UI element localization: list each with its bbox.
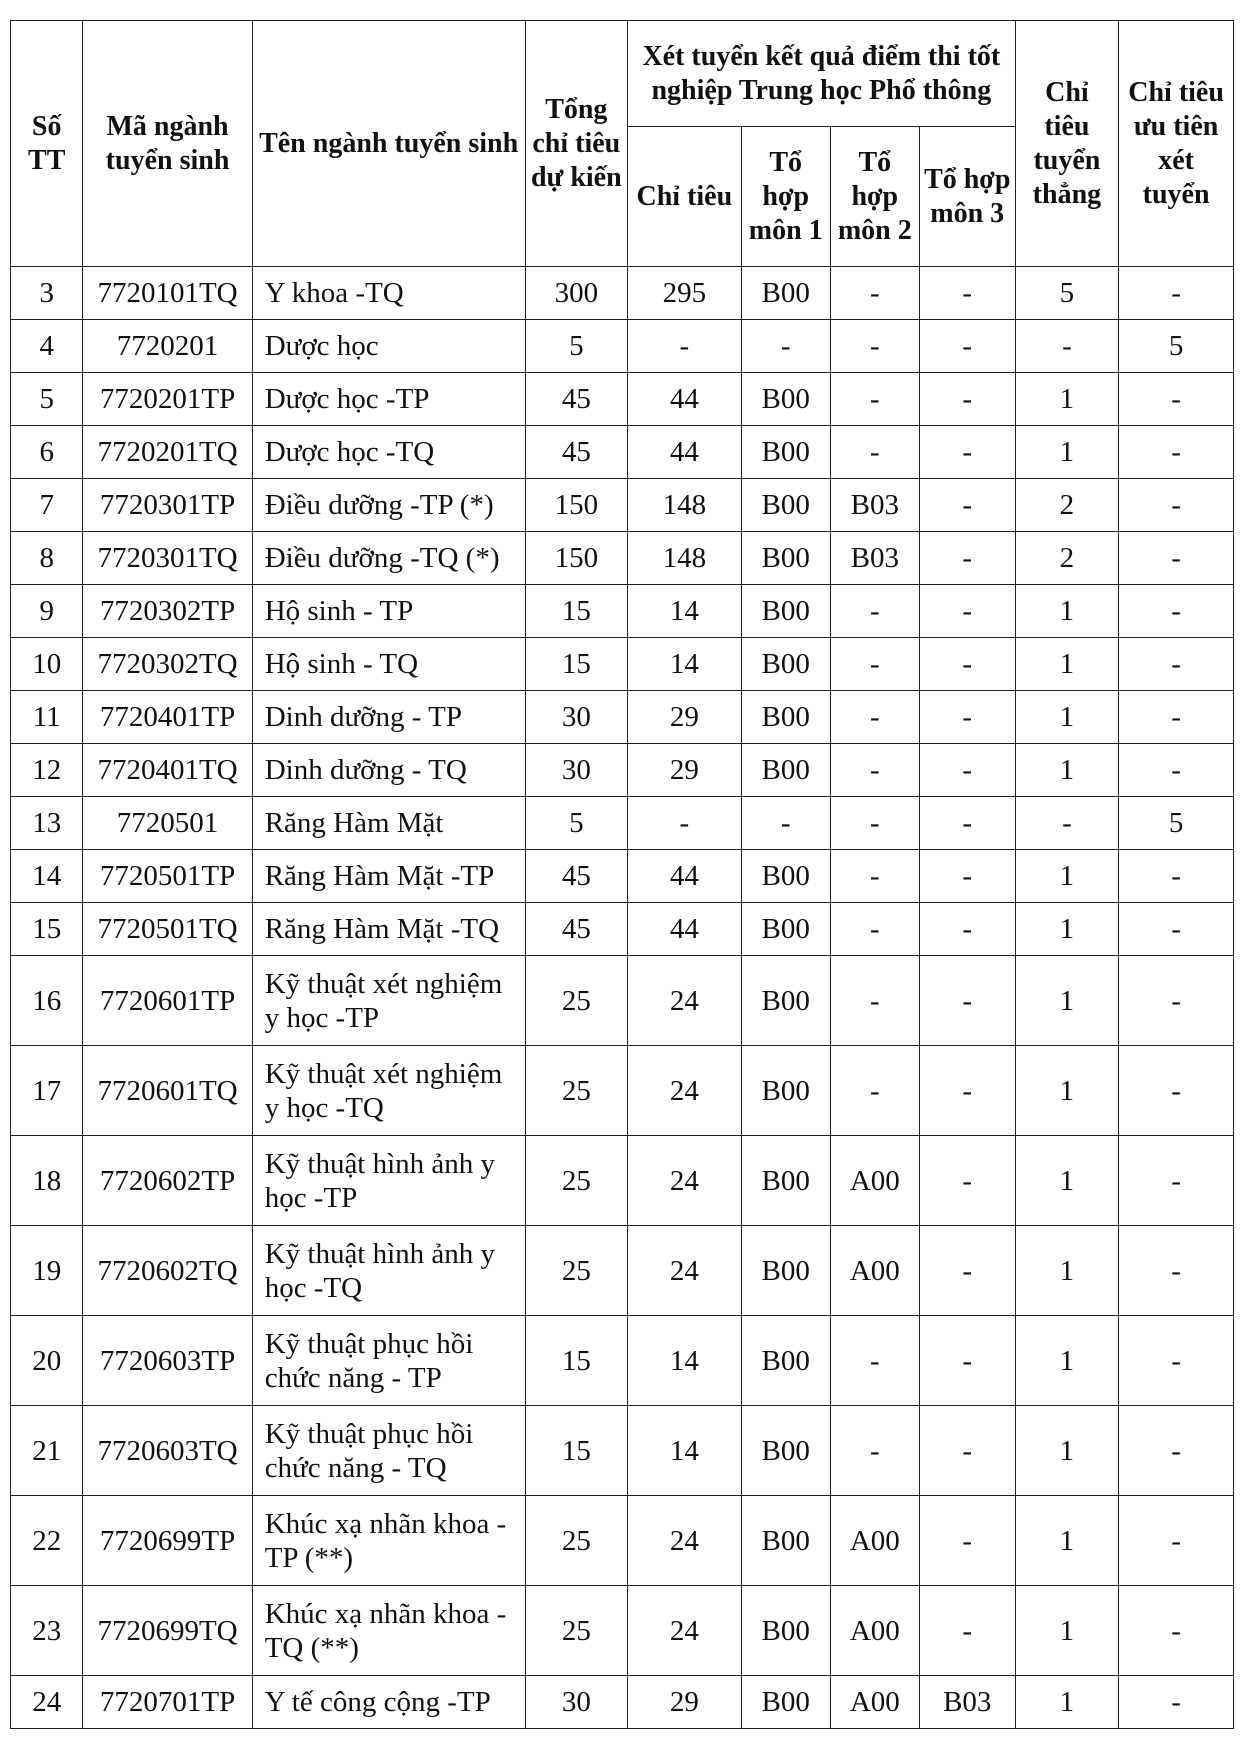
cell-name: Răng Hàm Mặt -TP <box>252 850 525 903</box>
cell-total: 15 <box>525 638 627 691</box>
cell-quota: 14 <box>628 638 742 691</box>
cell-combo-3: - <box>919 320 1015 373</box>
cell-priority: - <box>1119 267 1234 320</box>
cell-code: 7720201 <box>83 320 252 373</box>
cell-combo-3: - <box>919 532 1015 585</box>
cell-priority: - <box>1119 1316 1234 1406</box>
cell-quota: 44 <box>628 373 742 426</box>
cell-name: Kỹ thuật hình ảnh y học -TP <box>252 1136 525 1226</box>
cell-direct: 1 <box>1015 1586 1119 1676</box>
cell-combo-2: - <box>830 426 919 479</box>
cell-combo-1: - <box>741 320 830 373</box>
cell-stt: 12 <box>11 744 83 797</box>
table-body <box>11 267 1234 1729</box>
cell-combo-2: - <box>830 744 919 797</box>
cell-name: Kỹ thuật hình ảnh y học -TQ <box>252 1226 525 1316</box>
cell-name: Khúc xạ nhãn khoa - TP (**) <box>252 1496 525 1586</box>
cell-combo-3: - <box>919 691 1015 744</box>
cell-total: 150 <box>525 532 627 585</box>
cell-name: Kỹ thuật phục hồi chức năng - TQ <box>252 1406 525 1496</box>
cell-direct: 1 <box>1015 585 1119 638</box>
table-row <box>11 691 1234 744</box>
cell-priority: - <box>1119 426 1234 479</box>
cell-priority: - <box>1119 850 1234 903</box>
cell-combo-2: - <box>830 320 919 373</box>
cell-combo-2: A00 <box>830 1586 919 1676</box>
cell-name: Điều dưỡng -TP (*) <box>252 479 525 532</box>
cell-combo-1: B00 <box>741 691 830 744</box>
cell-code: 7720301TQ <box>83 532 252 585</box>
cell-stt: 16 <box>11 956 83 1046</box>
cell-total: 45 <box>525 903 627 956</box>
header-combo-1: Tổ hợp môn 1 <box>741 127 830 267</box>
cell-combo-2: - <box>830 691 919 744</box>
table-row <box>11 1406 1234 1496</box>
cell-combo-1: B00 <box>741 850 830 903</box>
cell-stt: 24 <box>11 1676 83 1729</box>
cell-stt: 14 <box>11 850 83 903</box>
cell-total: 25 <box>525 1496 627 1586</box>
table-row <box>11 1676 1234 1729</box>
cell-name: Kỹ thuật xét nghiệm y học -TQ <box>252 1046 525 1136</box>
cell-code: 7720602TQ <box>83 1226 252 1316</box>
cell-combo-2: - <box>830 1406 919 1496</box>
cell-priority: - <box>1119 1676 1234 1729</box>
cell-combo-1: B00 <box>741 744 830 797</box>
cell-quota: 44 <box>628 426 742 479</box>
cell-stt: 9 <box>11 585 83 638</box>
cell-code: 7720301TP <box>83 479 252 532</box>
cell-code: 7720701TP <box>83 1676 252 1729</box>
cell-combo-2: A00 <box>830 1226 919 1316</box>
cell-quota: 29 <box>628 1676 742 1729</box>
cell-combo-1: B00 <box>741 1316 830 1406</box>
cell-quota: 29 <box>628 744 742 797</box>
cell-priority: - <box>1119 638 1234 691</box>
table-row <box>11 532 1234 585</box>
cell-direct: 1 <box>1015 850 1119 903</box>
cell-combo-1: B00 <box>741 903 830 956</box>
cell-priority: - <box>1119 1226 1234 1316</box>
cell-name: Dinh dưỡng - TP <box>252 691 525 744</box>
cell-stt: 18 <box>11 1136 83 1226</box>
header-code: Mã ngành tuyển sinh <box>83 21 252 267</box>
cell-code: 7720401TQ <box>83 744 252 797</box>
cell-priority: 5 <box>1119 320 1234 373</box>
cell-combo-3: - <box>919 1406 1015 1496</box>
cell-name: Y tế công cộng -TP <box>252 1676 525 1729</box>
cell-combo-3: - <box>919 479 1015 532</box>
cell-code: 7720201TP <box>83 373 252 426</box>
cell-combo-1: B00 <box>741 426 830 479</box>
cell-total: 5 <box>525 320 627 373</box>
cell-stt: 5 <box>11 373 83 426</box>
cell-stt: 15 <box>11 903 83 956</box>
cell-stt: 21 <box>11 1406 83 1496</box>
cell-combo-3: - <box>919 426 1015 479</box>
cell-code: 7720602TP <box>83 1136 252 1226</box>
table-row <box>11 797 1234 850</box>
cell-quota: - <box>628 320 742 373</box>
cell-combo-1: B00 <box>741 1136 830 1226</box>
cell-code: 7720201TQ <box>83 426 252 479</box>
cell-combo-2: A00 <box>830 1136 919 1226</box>
cell-direct: 1 <box>1015 1136 1119 1226</box>
cell-code: 7720501 <box>83 797 252 850</box>
cell-priority: - <box>1119 1406 1234 1496</box>
cell-total: 30 <box>525 744 627 797</box>
cell-quota: 24 <box>628 1586 742 1676</box>
cell-code: 7720302TP <box>83 585 252 638</box>
cell-code: 7720302TQ <box>83 638 252 691</box>
cell-combo-2: - <box>830 267 919 320</box>
header-name: Tên ngành tuyển sinh <box>252 21 525 267</box>
cell-total: 15 <box>525 1316 627 1406</box>
cell-direct: - <box>1015 797 1119 850</box>
cell-priority: - <box>1119 1046 1234 1136</box>
cell-total: 15 <box>525 585 627 638</box>
cell-code: 7720501TQ <box>83 903 252 956</box>
table-row <box>11 1226 1234 1316</box>
cell-stt: 13 <box>11 797 83 850</box>
cell-total: 15 <box>525 1406 627 1496</box>
cell-direct: 1 <box>1015 1046 1119 1136</box>
cell-code: 7720601TP <box>83 956 252 1046</box>
cell-combo-3: - <box>919 903 1015 956</box>
cell-direct: 1 <box>1015 1406 1119 1496</box>
cell-code: 7720601TQ <box>83 1046 252 1136</box>
cell-total: 45 <box>525 373 627 426</box>
table-row <box>11 744 1234 797</box>
cell-quota: 14 <box>628 585 742 638</box>
cell-combo-1: B00 <box>741 1586 830 1676</box>
cell-combo-3: - <box>919 1046 1015 1136</box>
cell-direct: 1 <box>1015 373 1119 426</box>
cell-total: 30 <box>525 1676 627 1729</box>
cell-combo-2: - <box>830 1316 919 1406</box>
cell-code: 7720101TQ <box>83 267 252 320</box>
cell-direct: 1 <box>1015 1226 1119 1316</box>
cell-combo-3: - <box>919 1226 1015 1316</box>
header-total: Tổng chỉ tiêu dự kiến <box>525 21 627 267</box>
cell-name: Điều dưỡng -TQ (*) <box>252 532 525 585</box>
cell-code: 7720699TP <box>83 1496 252 1586</box>
cell-name: Dược học -TP <box>252 373 525 426</box>
cell-combo-3: - <box>919 638 1015 691</box>
cell-name: Răng Hàm Mặt <box>252 797 525 850</box>
cell-quota: 14 <box>628 1316 742 1406</box>
table-row <box>11 479 1234 532</box>
cell-combo-2: A00 <box>830 1676 919 1729</box>
cell-combo-2: B03 <box>830 532 919 585</box>
cell-combo-2: A00 <box>830 1496 919 1586</box>
cell-stt: 22 <box>11 1496 83 1586</box>
cell-priority: - <box>1119 903 1234 956</box>
cell-combo-3: - <box>919 744 1015 797</box>
cell-priority: - <box>1119 744 1234 797</box>
table-header <box>11 21 1234 267</box>
cell-combo-3: B03 <box>919 1676 1015 1729</box>
cell-total: 25 <box>525 1586 627 1676</box>
cell-combo-1: B00 <box>741 532 830 585</box>
cell-quota: 148 <box>628 532 742 585</box>
table-row <box>11 956 1234 1046</box>
cell-priority: - <box>1119 1496 1234 1586</box>
cell-quota: 44 <box>628 903 742 956</box>
cell-quota: 148 <box>628 479 742 532</box>
cell-name: Khúc xạ nhãn khoa - TQ (**) <box>252 1586 525 1676</box>
cell-combo-2: - <box>830 956 919 1046</box>
cell-total: 25 <box>525 1226 627 1316</box>
cell-combo-3: - <box>919 850 1015 903</box>
cell-combo-1: B00 <box>741 1496 830 1586</box>
table-row <box>11 1046 1234 1136</box>
cell-combo-1: B00 <box>741 638 830 691</box>
cell-stt: 19 <box>11 1226 83 1316</box>
cell-combo-3: - <box>919 1136 1015 1226</box>
cell-combo-3: - <box>919 267 1015 320</box>
cell-stt: 11 <box>11 691 83 744</box>
cell-priority: - <box>1119 585 1234 638</box>
header-direct: Chỉ tiêu tuyển thẳng <box>1015 21 1119 267</box>
cell-direct: 1 <box>1015 903 1119 956</box>
cell-combo-1: B00 <box>741 479 830 532</box>
cell-direct: 1 <box>1015 1496 1119 1586</box>
cell-total: 150 <box>525 479 627 532</box>
cell-priority: - <box>1119 691 1234 744</box>
table-row <box>11 903 1234 956</box>
cell-direct: 5 <box>1015 267 1119 320</box>
cell-direct: - <box>1015 320 1119 373</box>
cell-direct: 1 <box>1015 691 1119 744</box>
header-exam-group: Xét tuyển kết quả điểm thi tốt nghiệp Trung học Phổ thông <box>628 21 1016 127</box>
cell-priority: - <box>1119 1586 1234 1676</box>
cell-combo-2: - <box>830 797 919 850</box>
cell-quota: 295 <box>628 267 742 320</box>
cell-direct: 1 <box>1015 1316 1119 1406</box>
cell-quota: 24 <box>628 956 742 1046</box>
cell-stt: 23 <box>11 1586 83 1676</box>
cell-name: Dược học <box>252 320 525 373</box>
table-row <box>11 1586 1234 1676</box>
cell-combo-1: B00 <box>741 956 830 1046</box>
cell-combo-2: - <box>830 585 919 638</box>
cell-quota: 24 <box>628 1046 742 1136</box>
header-combo-3: Tổ hợp môn 3 <box>919 127 1015 267</box>
cell-total: 25 <box>525 1136 627 1226</box>
cell-combo-2: - <box>830 1046 919 1136</box>
cell-name: Dược học -TQ <box>252 426 525 479</box>
cell-combo-3: - <box>919 585 1015 638</box>
cell-stt: 4 <box>11 320 83 373</box>
table-row <box>11 320 1234 373</box>
header-quota: Chỉ tiêu <box>628 127 742 267</box>
header-combo-2: Tổ hợp môn 2 <box>830 127 919 267</box>
cell-combo-1: B00 <box>741 1046 830 1136</box>
cell-combo-2: - <box>830 638 919 691</box>
cell-code: 7720501TP <box>83 850 252 903</box>
cell-combo-1: B00 <box>741 1676 830 1729</box>
cell-total: 45 <box>525 850 627 903</box>
table-row <box>11 585 1234 638</box>
cell-total: 25 <box>525 956 627 1046</box>
cell-priority: - <box>1119 479 1234 532</box>
table-row <box>11 267 1234 320</box>
cell-priority: 5 <box>1119 797 1234 850</box>
cell-direct: 1 <box>1015 1676 1119 1729</box>
cell-code: 7720699TQ <box>83 1586 252 1676</box>
header-stt: Số TT <box>11 21 83 267</box>
cell-total: 25 <box>525 1046 627 1136</box>
cell-combo-1: B00 <box>741 373 830 426</box>
cell-direct: 1 <box>1015 426 1119 479</box>
cell-code: 7720603TP <box>83 1316 252 1406</box>
cell-direct: 1 <box>1015 956 1119 1046</box>
cell-stt: 10 <box>11 638 83 691</box>
cell-name: Hộ sinh - TP <box>252 585 525 638</box>
cell-name: Kỹ thuật xét nghiệm y học -TP <box>252 956 525 1046</box>
cell-quota: 24 <box>628 1226 742 1316</box>
cell-combo-2: - <box>830 903 919 956</box>
cell-combo-3: - <box>919 1316 1015 1406</box>
cell-priority: - <box>1119 532 1234 585</box>
cell-direct: 2 <box>1015 479 1119 532</box>
table-row <box>11 373 1234 426</box>
cell-combo-1: B00 <box>741 267 830 320</box>
cell-total: 5 <box>525 797 627 850</box>
cell-name: Y khoa -TQ <box>252 267 525 320</box>
cell-priority: - <box>1119 956 1234 1046</box>
cell-quota: 29 <box>628 691 742 744</box>
cell-stt: 7 <box>11 479 83 532</box>
admissions-quota-table <box>10 20 1234 1729</box>
table-row <box>11 426 1234 479</box>
table-row <box>11 850 1234 903</box>
cell-quota: 14 <box>628 1406 742 1496</box>
cell-total: 30 <box>525 691 627 744</box>
cell-combo-3: - <box>919 797 1015 850</box>
cell-quota: - <box>628 797 742 850</box>
cell-name: Dinh dưỡng - TQ <box>252 744 525 797</box>
cell-quota: 24 <box>628 1496 742 1586</box>
cell-combo-2: B03 <box>830 479 919 532</box>
cell-name: Hộ sinh - TQ <box>252 638 525 691</box>
cell-code: 7720401TP <box>83 691 252 744</box>
cell-combo-3: - <box>919 956 1015 1046</box>
cell-priority: - <box>1119 1136 1234 1226</box>
header-priority: Chỉ tiêu ưu tiên xét tuyển <box>1119 21 1234 267</box>
cell-combo-1: B00 <box>741 1226 830 1316</box>
cell-stt: 3 <box>11 267 83 320</box>
cell-quota: 44 <box>628 850 742 903</box>
cell-combo-2: - <box>830 373 919 426</box>
cell-name: Kỹ thuật phục hồi chức năng - TP <box>252 1316 525 1406</box>
cell-total: 300 <box>525 267 627 320</box>
cell-combo-1: - <box>741 797 830 850</box>
table-row <box>11 638 1234 691</box>
cell-stt: 8 <box>11 532 83 585</box>
cell-combo-3: - <box>919 1586 1015 1676</box>
cell-name: Răng Hàm Mặt -TQ <box>252 903 525 956</box>
cell-combo-2: - <box>830 850 919 903</box>
cell-priority: - <box>1119 373 1234 426</box>
cell-combo-1: B00 <box>741 1406 830 1496</box>
cell-combo-1: B00 <box>741 585 830 638</box>
table-row <box>11 1136 1234 1226</box>
cell-stt: 6 <box>11 426 83 479</box>
cell-code: 7720603TQ <box>83 1406 252 1496</box>
table-row <box>11 1316 1234 1406</box>
cell-direct: 2 <box>1015 532 1119 585</box>
cell-quota: 24 <box>628 1136 742 1226</box>
cell-direct: 1 <box>1015 744 1119 797</box>
cell-stt: 20 <box>11 1316 83 1406</box>
cell-direct: 1 <box>1015 638 1119 691</box>
cell-total: 45 <box>525 426 627 479</box>
cell-stt: 17 <box>11 1046 83 1136</box>
cell-combo-3: - <box>919 1496 1015 1586</box>
cell-combo-3: - <box>919 373 1015 426</box>
table-row <box>11 1496 1234 1586</box>
